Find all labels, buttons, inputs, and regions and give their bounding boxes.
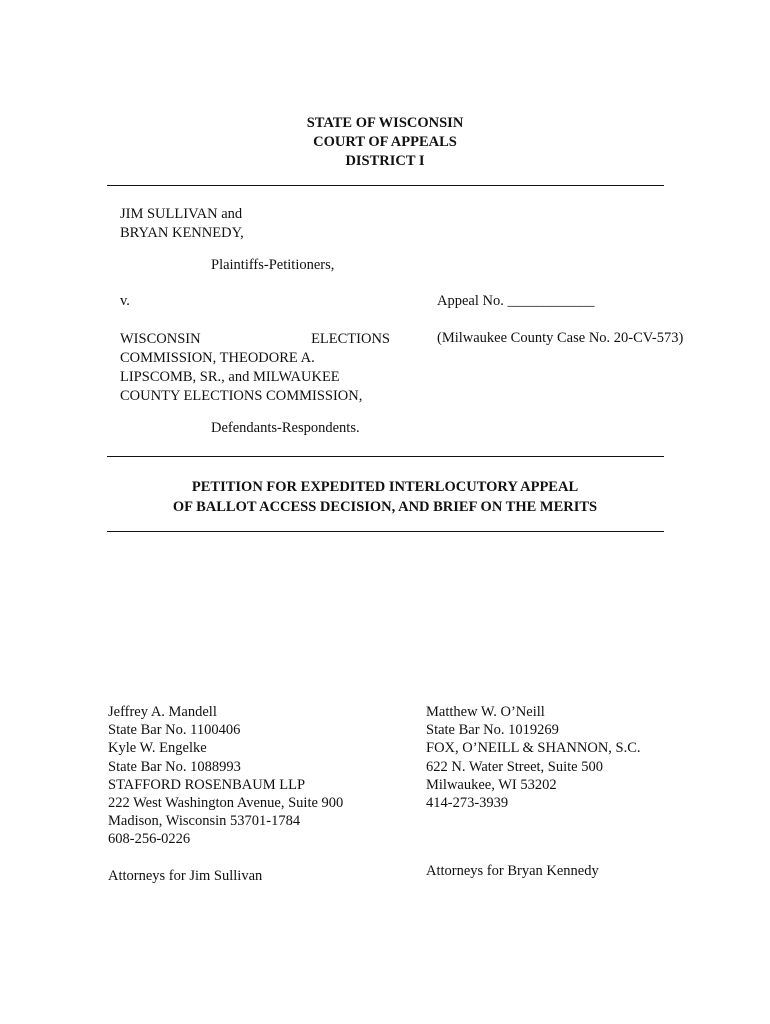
respondent-line: COMMISSION, THEODORE A.	[120, 350, 315, 366]
header-divider	[107, 185, 664, 186]
counsel-line: 608-256-0226	[108, 831, 191, 848]
counsel-line: Jeffrey A. Mandell	[108, 704, 217, 720]
petition-title	[0, 477, 770, 517]
appeal-number: Appeal No. ____________	[437, 293, 595, 309]
petition-title-line: PETITION FOR EXPEDITED INTERLOCUTORY APPEAL	[191, 479, 579, 495]
counsel-line: Kyle W. Engelke	[108, 740, 207, 757]
counsel-line: Matthew W. O’Neill	[426, 704, 545, 720]
counsel-line: Milwaukee, WI 53202	[426, 776, 557, 793]
respondent-word: ELECTIONS	[311, 331, 390, 347]
petitioner-line: BRYAN KENNEDY,	[120, 225, 244, 241]
caption-divider	[107, 456, 664, 457]
counsel-line: State Bar No. 1100406	[108, 722, 241, 739]
court-district: DISTRICT I	[345, 153, 425, 169]
counsel-line: State Bar No. 1088993	[108, 758, 241, 775]
counsel-line: 622 N. Water Street, Suite 500	[426, 758, 603, 775]
respondents-block	[120, 330, 390, 406]
counsel-line: Madison, Wisconsin 53701-1784	[108, 813, 301, 830]
respondent-line: LIPSCOMB, SR., and MILWAUKEE	[120, 369, 340, 385]
counsel-line: FOX, O’NEILL & SHANNON, S.C.	[426, 740, 641, 757]
petitioner-line: JIM SULLIVAN and	[120, 206, 243, 222]
attorneys-for-label: Attorneys for Bryan Kennedy	[426, 863, 599, 879]
counsel-line: 414-273-3939	[426, 795, 509, 812]
counsel-right-block	[426, 703, 641, 812]
respondents-role: Defendants-Respondents.	[211, 420, 360, 436]
counsel-line: STAFFORD ROSENBAUM LLP	[108, 776, 306, 793]
counsel-left-block	[108, 703, 343, 885]
attorneys-for-label: Attorneys for Jim Sullivan	[108, 867, 263, 884]
respondent-line: COUNTY ELECTIONS COMMISSION,	[120, 388, 363, 404]
counsel-line: State Bar No. 1019269	[426, 722, 559, 739]
versus-label: v.	[120, 293, 130, 309]
court-header	[0, 114, 770, 171]
petitioners-block	[120, 205, 244, 243]
respondent-first-line	[120, 330, 390, 349]
county-case-number: (Milwaukee County Case No. 20-CV-573)	[437, 330, 684, 346]
respondent-word: WISCONSIN	[120, 331, 201, 347]
court-name: COURT OF APPEALS	[313, 134, 457, 150]
court-state: STATE OF WISCONSIN	[306, 115, 464, 131]
petition-title-line: OF BALLOT ACCESS DECISION, AND BRIEF ON THE MERITS	[172, 499, 598, 515]
counsel-line: 222 West Washington Avenue, Suite 900	[108, 795, 344, 812]
petitioners-role: Plaintiffs-Petitioners,	[211, 257, 335, 273]
title-divider	[107, 531, 664, 532]
